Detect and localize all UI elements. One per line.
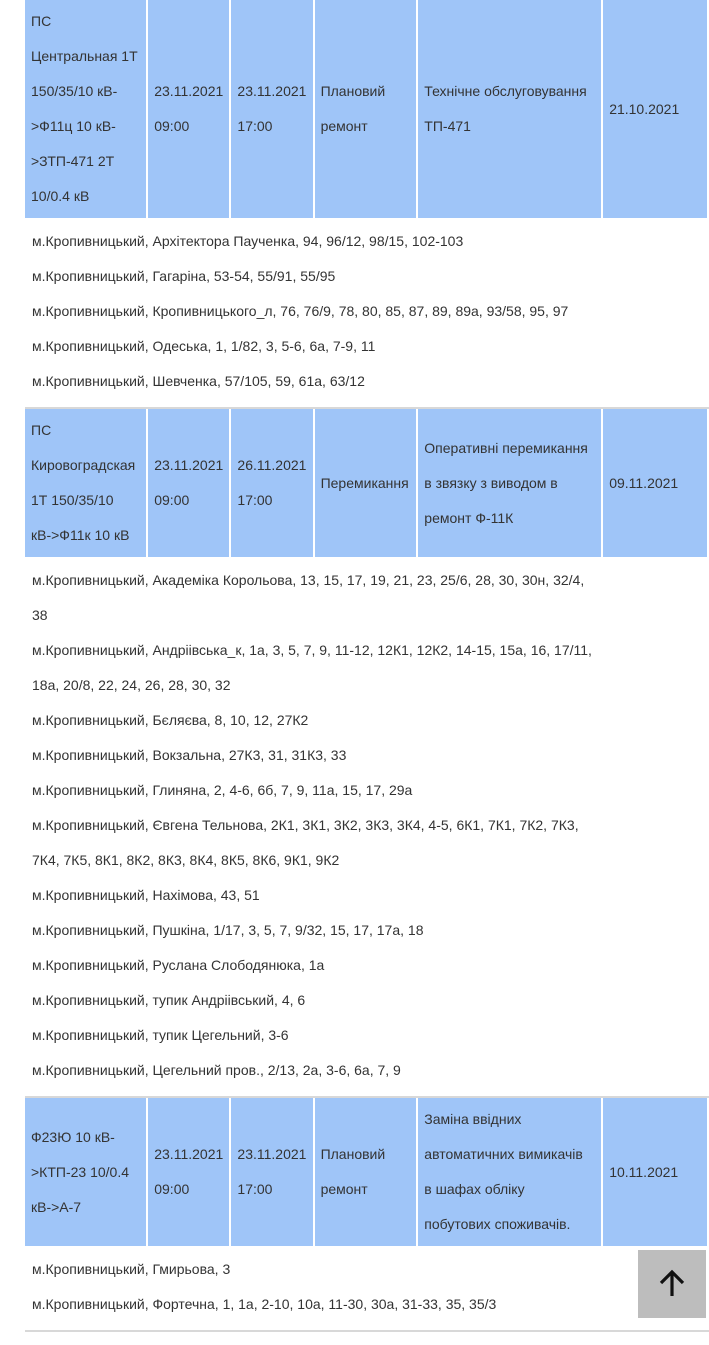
address-item: м.Кропивницький, Пушкіна, 1/17, 3, 5, 7, 9/32, 15, 17, 17а, 18 xyxy=(32,922,424,938)
address-item: м.Кропивницький, Глиняна, 2, 4-6, 6б, 7, 9, 11а, 15, 17, 29а xyxy=(32,782,413,798)
start-time-line: 23.11.2021 xyxy=(154,457,224,473)
substation-cell xyxy=(25,409,146,557)
reason-line: Оперативні перемикання xyxy=(424,439,588,456)
work-type-line: ремонт xyxy=(320,118,368,134)
end-time-line: 17:00 xyxy=(237,1181,273,1197)
work-type-line: Плановий xyxy=(320,83,386,99)
outage-record-row xyxy=(23,409,709,557)
work-type-cell xyxy=(315,1098,417,1246)
address-item: м.Кропивницький, Цегельний пров., 2/13, 2а, 3-6, 6а, 7, 9 xyxy=(32,1062,401,1078)
substation-line: 150/35/10 кВ- xyxy=(31,83,118,99)
substation-line: ПС xyxy=(31,13,52,29)
substation-line: 10/0.4 кВ xyxy=(31,188,90,204)
reason-cell xyxy=(418,0,601,218)
address-item: м.Кропивницький, Нахімова, 43, 51 xyxy=(32,887,260,903)
address-item: м.Кропивницький, Фортечна, 1, 1а, 2-10, 10а, 11-30, 30а, 31-33, 35, 35/3 xyxy=(32,1296,497,1312)
substation-line: >КТП-23 10/0.4 xyxy=(31,1163,129,1180)
substation-line: Кировоградская xyxy=(31,457,136,473)
address-item: м.Кропивницький, Шевченка, 57/105, 59, 61а, 63/12 xyxy=(32,373,365,389)
substation-cell xyxy=(25,1098,146,1246)
address-list xyxy=(25,218,709,409)
reason-cell xyxy=(418,409,601,557)
address-item: м.Кропивницький, Бєляєва, 8, 10, 12, 27К2 xyxy=(32,712,309,728)
reason-line: ремонт Ф-11К xyxy=(424,509,514,526)
address-list xyxy=(25,557,709,1098)
substation-line: 1Т 150/35/10 xyxy=(31,492,114,508)
work-type-cell xyxy=(315,0,417,218)
start-time-cell xyxy=(148,1098,229,1246)
address-item: м.Кропивницький, Вокзальна, 27К3, 31, 31К3, 33 xyxy=(32,747,347,763)
end-time-line: 17:00 xyxy=(237,118,273,134)
end-time-line: 17:00 xyxy=(237,492,273,508)
substation-cell xyxy=(25,0,146,218)
address-item: м.Кропивницький, Гагаріна, 53-54, 55/91, 55/95 xyxy=(32,268,336,284)
end-time-cell xyxy=(231,409,312,557)
start-time-cell xyxy=(148,0,229,218)
reason-line: ТП-471 xyxy=(424,118,471,134)
start-time-line: 09:00 xyxy=(154,1181,190,1197)
reason-cell xyxy=(418,1098,601,1246)
substation-line: Ф23Ю 10 кВ- xyxy=(31,1128,115,1145)
outage-record-row xyxy=(23,0,709,218)
arrow-up-icon xyxy=(657,1269,687,1299)
address-item: м.Кропивницький, Руслана Слободянюка, 1а xyxy=(32,957,325,973)
outage-record-row xyxy=(23,1098,709,1246)
address-item: м.Кропивницький, Гмирьова, 3 xyxy=(32,1261,231,1277)
address-list xyxy=(25,1246,709,1332)
reason-line: побутових споживачів. xyxy=(424,1216,571,1232)
notice-date-cell: 21.10.2021 xyxy=(603,0,707,218)
start-time-cell xyxy=(148,409,229,557)
substation-line: >ЗТП-471 2Т xyxy=(31,153,115,169)
start-time-line: 23.11.2021 xyxy=(154,1146,224,1162)
scroll-to-top-button[interactable] xyxy=(638,1250,706,1318)
work-type-line: ремонт xyxy=(320,1181,368,1197)
address-item: м.Кропивницький, Академіка Корольова, 13, 15, 17, 19, 21, 23, 25/6, 28, 30, 30н, 32/4, 38 xyxy=(32,572,585,623)
end-time-line: 26.11.2021 xyxy=(237,457,307,473)
work-type-cell xyxy=(315,409,417,557)
substation-line: Центральная 1Т xyxy=(31,48,138,64)
address-item: м.Кропивницький, тупик Цегельний, 3-6 xyxy=(32,1027,289,1043)
end-time-cell xyxy=(231,0,312,218)
substation-line: >Ф11ц 10 кВ- xyxy=(31,118,116,134)
reason-line: Технічне обслуговування xyxy=(424,83,587,99)
address-item: м.Кропивницький, Кропивницького_л, 76, 76/9, 78, 80, 85, 87, 89, 89а, 93/58, 95, 97 xyxy=(32,303,569,319)
address-item: м.Кропивницький, Архітектора Паученка, 94, 96/12, 98/15, 102-103 xyxy=(32,233,464,249)
substation-line: кВ->Ф11к 10 кВ xyxy=(31,527,130,543)
start-time-line: 09:00 xyxy=(154,492,190,508)
work-type-line: Плановий xyxy=(320,1146,386,1162)
address-item: м.Кропивницький, Андріівська_к, 1а, 3, 5, 7, 9, 11-12, 12К1, 12К2, 14-15, 15а, 16, 17/11, 18а, 20/8, 22, 24, 26, 28, 30, 32 xyxy=(32,642,592,693)
reason-line: Заміна ввідних xyxy=(424,1111,522,1127)
reason-line: в шафах обліку xyxy=(424,1181,525,1197)
reason-line: автоматичних вимикачів xyxy=(424,1146,583,1162)
end-time-cell xyxy=(231,1098,312,1246)
start-time-line: 23.11.2021 xyxy=(154,83,224,99)
work-type-line: Перемикання xyxy=(320,474,409,491)
notice-date-cell: 09.11.2021 xyxy=(603,409,707,557)
address-item: м.Кропивницький, тупик Андріівський, 4, 6 xyxy=(32,992,306,1008)
address-item: м.Кропивницький, Одеська, 1, 1/82, 3, 5-6, 6а, 7-9, 11 xyxy=(32,338,376,354)
notice-date-cell: 10.11.2021 xyxy=(603,1098,707,1246)
outage-list xyxy=(25,0,709,1332)
address-item: м.Кропивницький, Євгена Тельнова, 2К1, 3К1, 3К2, 3К3, 3К4, 4-5, 6К1, 7К1, 7К2, 7К3, 7К4, 7К5, 8К1, 8К2, 8К3, 8К4, 8К5, 8К6, 9К1, 9К2 xyxy=(32,817,579,868)
reason-line: в звязку з виводом в xyxy=(424,474,558,491)
substation-line: кВ->А-7 xyxy=(31,1198,82,1215)
substation-line: ПС xyxy=(31,422,52,438)
end-time-line: 23.11.2021 xyxy=(237,83,307,99)
start-time-line: 09:00 xyxy=(154,118,190,134)
end-time-line: 23.11.2021 xyxy=(237,1146,307,1162)
